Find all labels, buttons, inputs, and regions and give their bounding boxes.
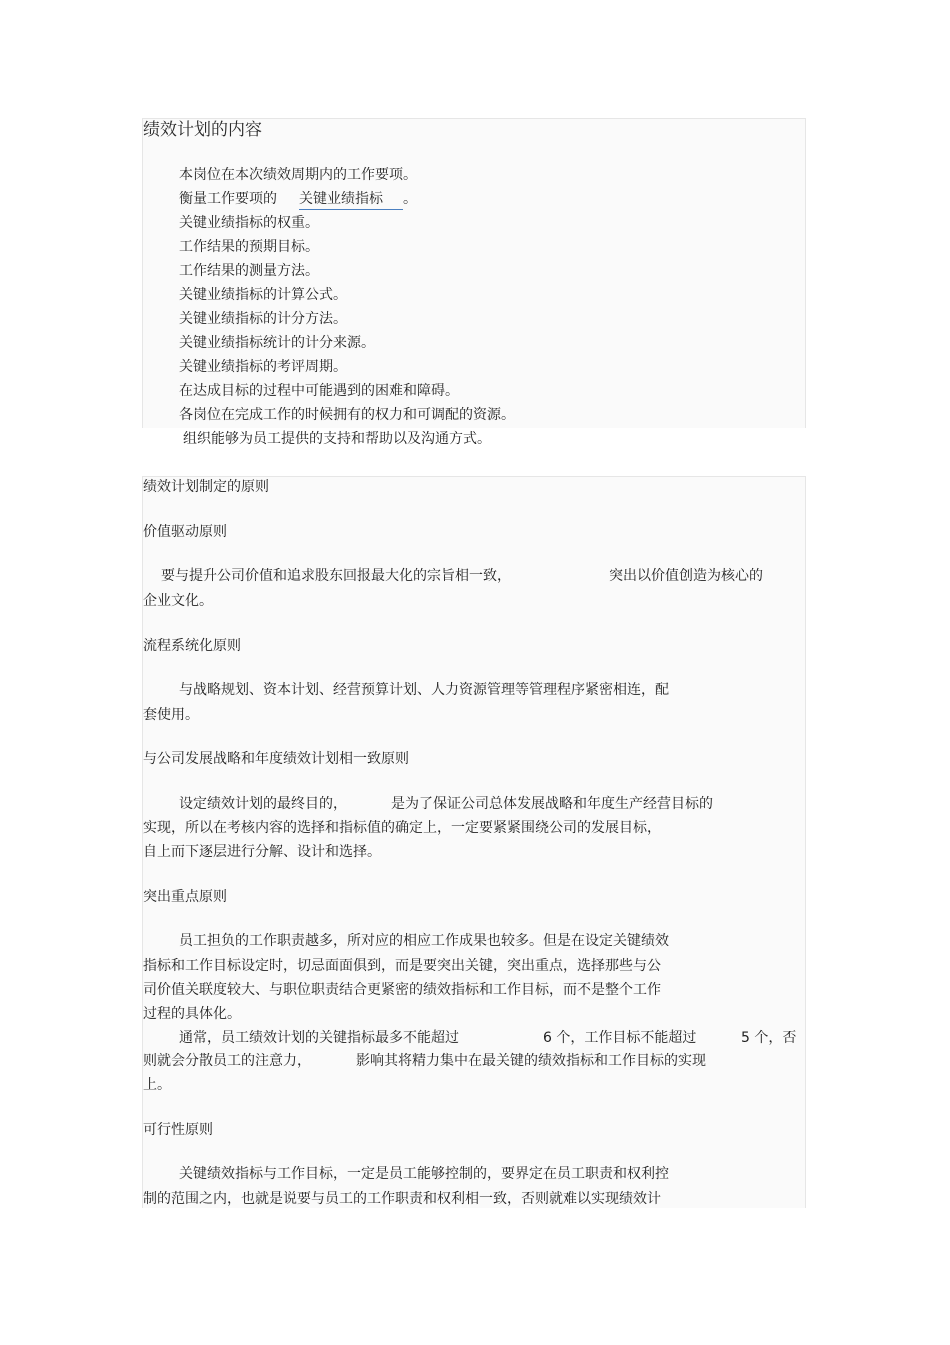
principles-panel: [142, 476, 806, 1208]
principle-heading: 可行性原则: [143, 1122, 213, 1138]
paragraph-line: 员工担负的工作职责越多，所对应的相应工作成果也较多。但是在设定关键绩效: [179, 933, 669, 949]
list-item: 关键业绩指标的计分方法。: [179, 311, 347, 327]
paragraph-line: 司价值关联度较大、与职位职责结合更紧密的绩效指标和工作目标，而不是整个工作: [143, 982, 661, 998]
list-item: [179, 191, 417, 210]
list-item: 各岗位在完成工作的时候拥有的权力和可调配的资源。: [179, 407, 515, 423]
paragraph-line: 突出以价值创造为核心的: [609, 568, 763, 584]
paragraph-line: 则就会分散员工的注意力，: [143, 1053, 311, 1069]
principle-heading: 与公司发展战略和年度绩效计划相一致原则: [143, 751, 409, 767]
principle-heading: 价值驱动原则: [143, 524, 227, 540]
paragraph-line: 实现，所以在考核内容的选择和指标值的确定上，一定要紧紧围绕公司的发展目标，: [143, 820, 661, 836]
paragraph-line: 6 个，工作目标不能超过: [543, 1030, 697, 1046]
paragraph-line: 上。: [143, 1077, 171, 1093]
paragraph-line: 影响其将精力集中在最关键的绩效指标和工作目标的实现: [356, 1053, 706, 1069]
list-item: 本岗位在本次绩效周期内的工作要项。: [179, 167, 417, 183]
paragraph-line: 通常，员工绩效计划的关键指标最多不能超过: [179, 1030, 459, 1046]
paragraph-line: 设定绩效计划的最终目的，: [179, 796, 347, 812]
list-item: 在达成目标的过程中可能遇到的困难和障碍。: [179, 383, 459, 399]
list-item: 关键业绩指标的计算公式。: [179, 287, 347, 303]
paragraph-line: 过程的具体化。: [143, 1006, 241, 1022]
paragraph-line: 套使用。: [143, 707, 199, 723]
list-item: 工作结果的预期目标。: [179, 239, 319, 255]
paragraph-line: 5 个，否: [741, 1030, 797, 1046]
paragraph-line: 企业文化。: [143, 593, 213, 609]
principle-heading: 突出重点原则: [143, 889, 227, 905]
principle-heading: 流程系统化原则: [143, 638, 241, 654]
kpi-link[interactable]: 关键业绩指标: [299, 191, 383, 210]
paragraph-line: 自上而下逐层进行分解、设计和选择。: [143, 844, 381, 860]
list-item: 关键业绩指标统计的计分来源。: [179, 335, 375, 351]
section-title: 绩效计划制定的原则: [143, 479, 269, 495]
list-item: 关键业绩指标的权重。: [179, 215, 319, 231]
paragraph-line: 制的范围之内，也就是说要与员工的工作职责和权利相一致，否则就难以实现绩效计: [143, 1191, 661, 1207]
paragraph-line: 要与提升公司价值和追求股东回报最大化的宗旨相一致，: [161, 568, 511, 584]
paragraph-line: 关键绩效指标与工作目标，一定是员工能够控制的，要界定在员工职责和权利控: [179, 1166, 669, 1182]
list-item: 组织能够为员工提供的支持和帮助以及沟通方式。: [183, 431, 491, 447]
list-item: 工作结果的测量方法。: [179, 263, 319, 279]
paragraph-line: 指标和工作目标设定时，切忌面面俱到，而是要突出关键，突出重点，选择那些与公: [143, 958, 661, 974]
section-title: 绩效计划的内容: [143, 120, 262, 140]
paragraph-line: 与战略规划、资本计划、经营预算计划、人力资源管理等管理程序紧密相连，配: [179, 682, 669, 698]
list-item-text: 衡量工作要项的: [179, 191, 277, 207]
list-item: 关键业绩指标的考评周期。: [179, 359, 347, 375]
list-item-suffix: 。: [403, 191, 417, 207]
paragraph-line: 是为了保证公司总体发展战略和年度生产经营目标的: [391, 796, 713, 812]
